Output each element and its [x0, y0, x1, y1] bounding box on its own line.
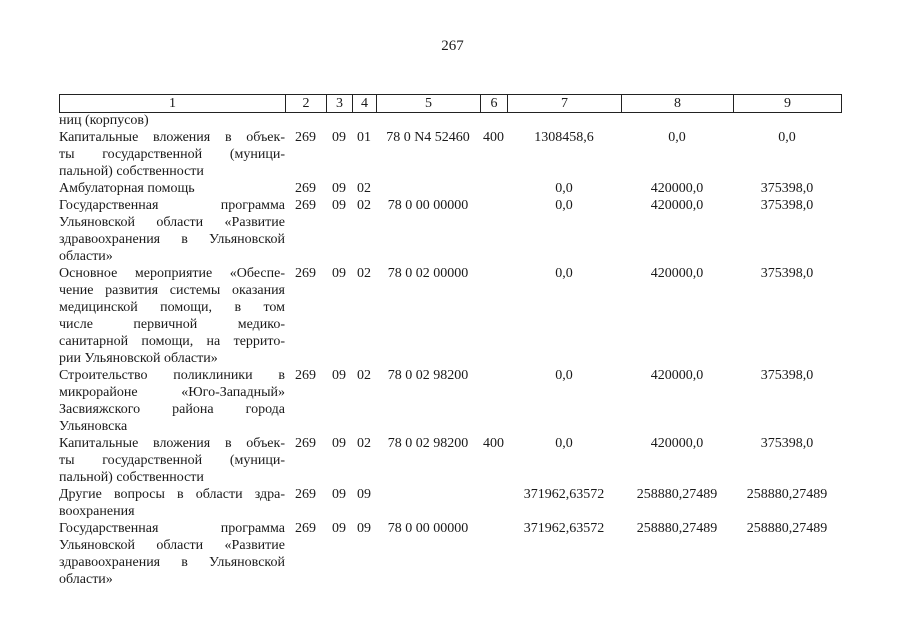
table-body — [59, 112, 841, 588]
description-line: Ульяновской области «Развитие — [59, 538, 285, 553]
page-number: 267 — [441, 38, 464, 54]
description-line: Строительство поликлиники в — [59, 368, 285, 383]
cell-amount-9: 375398,0 — [760, 436, 814, 451]
row-description — [59, 129, 285, 180]
column-header-6: 6 — [481, 95, 508, 113]
table-row — [59, 180, 841, 197]
description-line: ты государственной (муници- — [59, 147, 285, 162]
row-description — [59, 265, 285, 367]
column-header-3: 3 — [327, 95, 353, 113]
table-header — [59, 94, 842, 113]
description-line: воохранения — [59, 504, 135, 519]
cell-code-3: 09 — [332, 130, 346, 145]
table-row — [59, 112, 841, 129]
cell-amount-8: 258880,27489 — [636, 487, 718, 502]
cell-amount-9: 375398,0 — [760, 266, 814, 281]
cell-code-3: 09 — [332, 436, 346, 451]
description-line: Другие вопросы в области здра- — [59, 487, 285, 502]
cell-code-5: 78 0 00 00000 — [387, 198, 469, 213]
cell-code-5: 78 0 02 00000 — [387, 266, 469, 281]
cell-amount-9: 258880,27489 — [746, 521, 828, 536]
description-line: области» — [59, 572, 113, 587]
description-line: микрорайоне «Юго-Западный» — [59, 385, 285, 400]
cell-code-5: 78 0 00 00000 — [387, 521, 469, 536]
description-line: Амбулаторная помощь — [59, 181, 195, 196]
description-line: числе первичной медико- — [59, 317, 285, 332]
row-description — [59, 112, 285, 129]
table-row — [59, 486, 841, 520]
cell-code-2: 269 — [295, 181, 316, 196]
row-description — [59, 520, 285, 588]
cell-code-2: 269 — [295, 130, 316, 145]
cell-code-2: 269 — [295, 368, 316, 383]
cell-amount-8: 420000,0 — [650, 436, 704, 451]
cell-code-5: 78 0 02 98200 — [387, 436, 469, 451]
column-header-8: 8 — [622, 95, 734, 113]
row-description — [59, 486, 285, 520]
cell-code-4: 02 — [357, 368, 371, 383]
column-header-9: 9 — [734, 95, 842, 113]
cell-amount-9: 375398,0 — [760, 368, 814, 383]
cell-amount-7: 0,0 — [555, 181, 573, 196]
cell-code-5: 78 0 02 98200 — [387, 368, 469, 383]
cell-amount-9: 375398,0 — [760, 198, 814, 213]
cell-amount-7: 1308458,6 — [534, 130, 594, 145]
row-description — [59, 367, 285, 435]
row-description — [59, 197, 285, 265]
cell-amount-7: 0,0 — [555, 436, 573, 451]
cell-amount-9: 258880,27489 — [746, 487, 828, 502]
description-line: Капитальные вложения в объек- — [59, 436, 285, 451]
cell-amount-7: 0,0 — [555, 368, 573, 383]
cell-amount-7: 0,0 — [555, 198, 573, 213]
cell-amount-8: 420000,0 — [650, 266, 704, 281]
description-line: здравоохранения в Ульяновской — [59, 232, 285, 247]
table-row — [59, 520, 841, 588]
description-line: рии Ульяновской области» — [59, 351, 218, 366]
description-line: чение развития системы оказания — [59, 283, 285, 298]
description-line: Государственная программа — [59, 198, 285, 213]
cell-code-6: 400 — [483, 130, 504, 145]
description-line: санитарной помощи, на террито- — [59, 334, 285, 349]
cell-code-6: 400 — [483, 436, 504, 451]
cell-code-4: 09 — [357, 487, 371, 502]
table-row — [59, 129, 841, 180]
description-line: ниц (корпусов) — [59, 113, 149, 128]
cell-code-3: 09 — [332, 266, 346, 281]
cell-code-4: 02 — [357, 436, 371, 451]
description-line: пальной) собственности — [59, 164, 204, 179]
description-line: Капитальные вложения в объек- — [59, 130, 285, 145]
cell-amount-7: 371962,63572 — [523, 521, 605, 536]
table-row — [59, 197, 841, 265]
cell-amount-7: 0,0 — [555, 266, 573, 281]
cell-amount-7: 371962,63572 — [523, 487, 605, 502]
table-row — [59, 435, 841, 486]
description-line: Основное мероприятие «Обеспе- — [59, 266, 285, 281]
cell-code-2: 269 — [295, 487, 316, 502]
description-line: здравоохранения в Ульяновской — [59, 555, 285, 570]
cell-code-5: 78 0 N4 52460 — [386, 130, 470, 145]
table-row — [59, 367, 841, 435]
cell-code-2: 269 — [295, 266, 316, 281]
description-line: области» — [59, 249, 113, 264]
column-header-5: 5 — [377, 95, 481, 113]
cell-code-4: 02 — [357, 181, 371, 196]
cell-amount-8: 420000,0 — [650, 181, 704, 196]
cell-amount-9: 375398,0 — [760, 181, 814, 196]
table-row — [59, 265, 841, 367]
description-line: медицинской помощи, в том — [59, 300, 285, 315]
cell-code-4: 09 — [357, 521, 371, 536]
cell-code-4: 01 — [357, 130, 371, 145]
cell-code-2: 269 — [295, 436, 316, 451]
cell-code-4: 02 — [357, 198, 371, 213]
cell-code-3: 09 — [332, 181, 346, 196]
cell-code-3: 09 — [332, 521, 346, 536]
column-header-1: 1 — [60, 95, 286, 113]
description-line: Засвияжского района города — [59, 402, 285, 417]
cell-amount-8: 420000,0 — [650, 368, 704, 383]
description-line: Ульяновской области «Развитие — [59, 215, 285, 230]
cell-amount-8: 0,0 — [668, 130, 686, 145]
description-line: Государственная программа — [59, 521, 285, 536]
cell-code-2: 269 — [295, 521, 316, 536]
cell-code-3: 09 — [332, 487, 346, 502]
cell-code-4: 02 — [357, 266, 371, 281]
cell-code-3: 09 — [332, 368, 346, 383]
description-line: Ульяновска — [59, 419, 128, 434]
cell-amount-8: 420000,0 — [650, 198, 704, 213]
column-header-4: 4 — [353, 95, 377, 113]
description-line: пальной) собственности — [59, 470, 204, 485]
cell-amount-8: 258880,27489 — [636, 521, 718, 536]
cell-amount-9: 0,0 — [778, 130, 796, 145]
column-header-2: 2 — [286, 95, 327, 113]
row-description — [59, 180, 285, 197]
cell-code-2: 269 — [295, 198, 316, 213]
column-header-7: 7 — [508, 95, 622, 113]
row-description — [59, 435, 285, 486]
cell-code-3: 09 — [332, 198, 346, 213]
description-line: ты государственной (муници- — [59, 453, 285, 468]
